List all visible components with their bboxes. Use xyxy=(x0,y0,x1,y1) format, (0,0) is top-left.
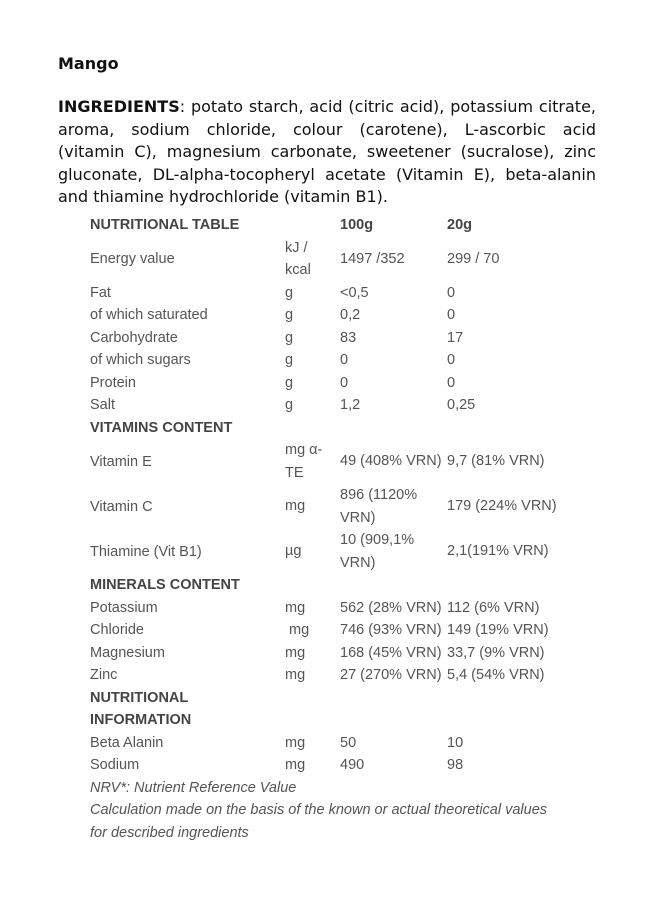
row-unit: g xyxy=(285,307,294,323)
product-title: Mango xyxy=(58,54,119,73)
row-unit-line1: kJ / xyxy=(285,239,308,256)
table-row-carbohydrate xyxy=(90,327,590,350)
row-value-20g: 0 xyxy=(447,307,456,323)
section-heading-minerals xyxy=(90,574,590,597)
row-value-20g: 0 xyxy=(447,374,456,391)
row-unit: g xyxy=(285,374,294,391)
table-header-20g: 20g xyxy=(447,217,472,233)
row-unit: g xyxy=(285,352,294,368)
row-value-100g: 0 xyxy=(340,374,349,391)
row-unit: g xyxy=(285,329,294,346)
row-unit: g xyxy=(285,397,294,413)
row-value-100g: 1,2 xyxy=(340,397,361,413)
ingredients-text: : potato starch, acid (citric acid), potassium citrate, aroma, sodium chloride, colour (carotene), L-ascorbic acid (vitamin C), magnesium carbonate, sweetener (sucralose), zinc gluconate, DL-alpha-tocopheryl acetate (Vitamin E), beta-alanin and thiamine hydrochloride (vitamin B1). xyxy=(58,97,596,206)
row-unit xyxy=(285,237,340,282)
row-name: of which saturated xyxy=(90,307,208,324)
table-header-100g: 100g xyxy=(340,217,374,233)
section-heading-line2: INFORMATION xyxy=(90,712,192,728)
row-value-100g: 490 xyxy=(340,757,365,773)
row-unit: mg xyxy=(285,667,306,683)
footnote-line1: NRV*: Nutrient Reference Value xyxy=(90,779,297,796)
row-name: Carbohydrate xyxy=(90,329,178,346)
table-row-zinc xyxy=(90,664,590,687)
row-value-line2: VRN) xyxy=(340,554,376,571)
row-value-100g: <0,5 xyxy=(340,284,369,301)
row-name: Salt xyxy=(90,397,115,414)
row-value-20g: 112 (6% VRN) xyxy=(447,599,540,616)
row-name: Magnesium xyxy=(90,644,165,661)
row-name: Beta Alanin xyxy=(90,734,164,751)
row-unit: mg xyxy=(285,644,306,661)
table-row-chloride xyxy=(90,619,590,642)
row-name: Vitamin C xyxy=(90,498,153,515)
row-value-20g: 10 xyxy=(447,734,464,751)
row-value-100g: 83 xyxy=(340,329,357,346)
row-value-line1: 10 (909,1% xyxy=(340,532,415,548)
ingredients-label: INGREDIENTS xyxy=(58,97,180,116)
table-row-thiamine xyxy=(90,529,590,574)
table-row-saturated xyxy=(90,304,590,327)
row-value-20g: 2,1(191% VRN) xyxy=(447,543,549,560)
row-value-100g xyxy=(340,484,447,529)
row-value-20g: 149 (19% VRN) xyxy=(447,622,549,638)
row-name: Thiamine (Vit B1) xyxy=(90,543,202,560)
row-value-100g: 50 xyxy=(340,734,357,751)
row-name: Sodium xyxy=(90,757,140,774)
table-row-vitamin-c xyxy=(90,484,590,529)
row-name: Energy value xyxy=(90,251,175,267)
row-value-20g: 299 / 70 xyxy=(447,250,500,267)
table-row-potassium xyxy=(90,597,590,620)
row-name: Vitamin E xyxy=(90,453,152,470)
section-heading-text: MINERALS CONTENT xyxy=(90,577,240,594)
footnote-line3: for described ingredients xyxy=(90,824,249,841)
nutrition-table xyxy=(90,214,590,844)
section-heading-nutritional-information xyxy=(90,687,590,732)
row-unit: mg xyxy=(285,757,306,773)
row-unit-line2: TE xyxy=(285,464,304,481)
row-value-100g: 0 xyxy=(340,352,349,368)
row-name: Chloride xyxy=(90,622,144,639)
row-unit: mg xyxy=(285,599,306,616)
row-name: Fat xyxy=(90,284,111,301)
row-value-20g: 179 (224% VRN) xyxy=(447,498,557,515)
row-unit: g xyxy=(285,284,294,301)
row-value-100g: 49 (408% VRN) xyxy=(340,453,442,470)
section-heading-text: VITAMINS CONTENT xyxy=(90,419,233,436)
table-row-fat xyxy=(90,282,590,305)
row-value-100g: 168 (45% VRN) xyxy=(340,644,442,661)
table-row-salt xyxy=(90,394,590,417)
row-value-line2: VRN) xyxy=(340,509,376,526)
row-unit: µg xyxy=(285,543,302,560)
row-value-20g: 33,7 (9% VRN) xyxy=(447,644,545,661)
table-row-beta-alanin xyxy=(90,732,590,755)
section-heading-line1: NUTRITIONAL xyxy=(90,689,189,706)
row-value-20g: 0 xyxy=(447,352,456,368)
row-value-100g xyxy=(340,529,447,574)
row-unit: mg xyxy=(285,734,306,751)
row-name: Potassium xyxy=(90,599,158,616)
row-value-100g: 0,2 xyxy=(340,307,361,323)
row-unit xyxy=(285,439,340,484)
row-name: Protein xyxy=(90,374,136,391)
row-value-20g: 5,4 (54% VRN) xyxy=(447,667,545,683)
row-unit: mg xyxy=(289,622,310,638)
row-value-100g: 27 (270% VRN) xyxy=(340,667,442,683)
table-header-row xyxy=(90,214,590,237)
row-value-20g: 9,7 (81% VRN) xyxy=(447,453,545,470)
footnote-line2: Calculation made on the basis of the known or actual theoretical values xyxy=(90,802,548,818)
row-name: of which sugars xyxy=(90,352,191,369)
table-header-name: NUTRITIONAL TABLE xyxy=(90,217,240,234)
section-heading-vitamins xyxy=(90,417,590,440)
row-value-20g: 0 xyxy=(447,284,456,301)
table-row-vitamin-e xyxy=(90,439,590,484)
row-name: Zinc xyxy=(90,667,118,684)
table-row-energy xyxy=(90,237,590,282)
ingredients-paragraph xyxy=(58,96,596,209)
row-unit: mg xyxy=(285,498,306,515)
row-value-line1: 896 (1120% xyxy=(340,487,418,503)
table-row-protein xyxy=(90,372,590,395)
table-row-sugars xyxy=(90,349,590,372)
table-row-sodium xyxy=(90,754,590,777)
table-footnote xyxy=(90,777,590,845)
table-row-magnesium xyxy=(90,642,590,665)
row-unit-line2: kcal xyxy=(285,262,311,278)
row-value-20g: 98 xyxy=(447,757,464,773)
row-value-100g: 746 (93% VRN) xyxy=(340,622,442,638)
row-value-100g: 562 (28% VRN) xyxy=(340,599,442,616)
section-heading-text xyxy=(90,687,191,732)
row-unit-line1: mg α- xyxy=(285,442,323,458)
row-value-100g: 1497 /352 xyxy=(340,250,405,267)
row-value-20g: 17 xyxy=(447,329,464,346)
row-value-20g: 0,25 xyxy=(447,397,476,413)
